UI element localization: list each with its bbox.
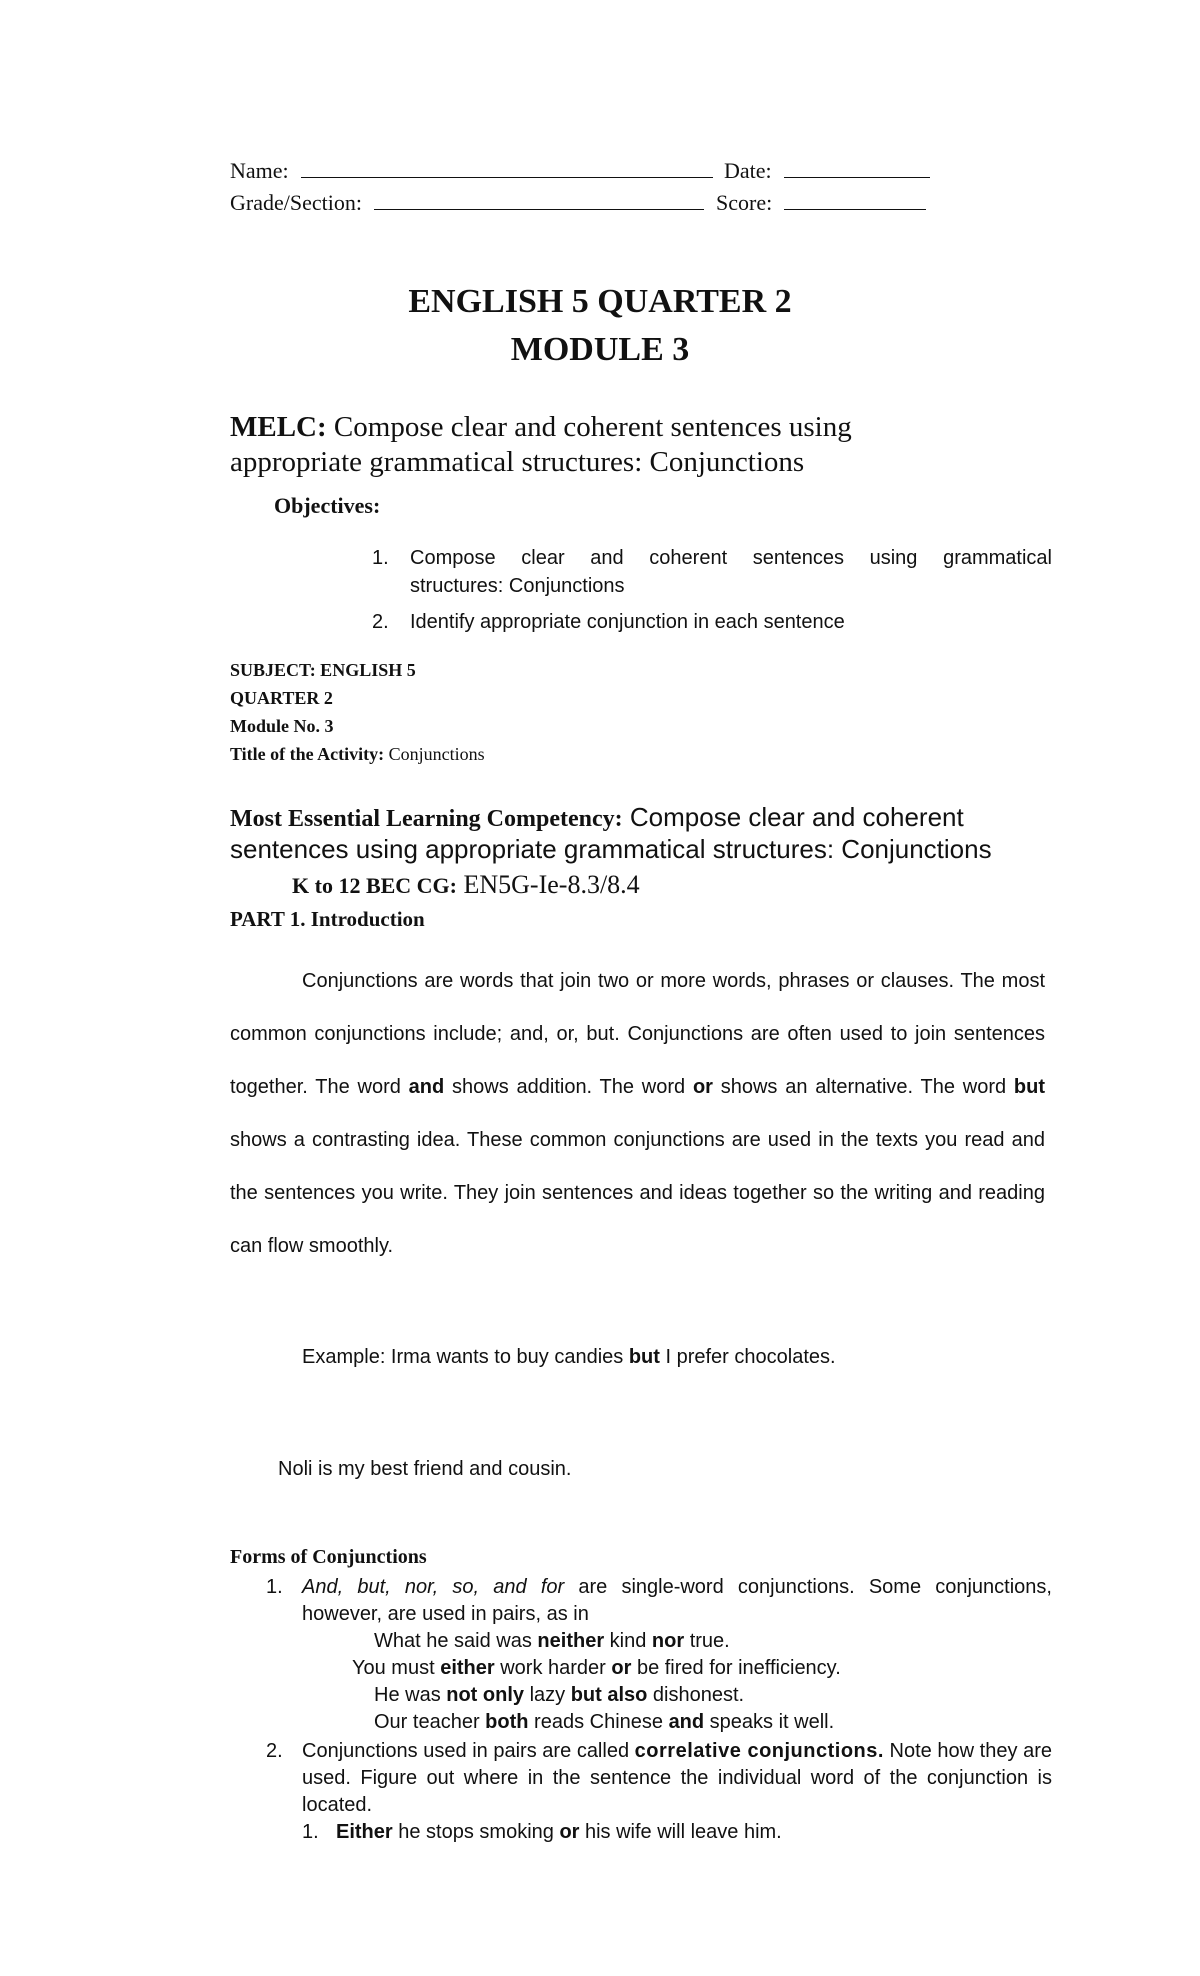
module-line: Module No. 3 — [230, 716, 334, 736]
competency-text-line1: Compose clear and coherent — [629, 802, 964, 832]
melc-label: MELC: — [230, 411, 327, 443]
activity-title-label: Title of the Activity: — [230, 744, 385, 764]
example-sentence-2: Noli is my best friend and cousin. — [278, 1458, 572, 1480]
objective-number: 1. — [372, 547, 389, 569]
pair-example-4: Our teacher both reads Chinese and speaks it well. — [374, 1711, 835, 1733]
intro-text: Conjunctions are words that join two or more words, phrases or clauses. The most common conjunctions include; and, or, but. Conjunctions are often used to join sentences together. The word — [230, 970, 1045, 1098]
forms-item2-text — [302, 1738, 1052, 1819]
intro-keyword-but: but — [1013, 1076, 1046, 1098]
subject-line: SUBJECT: ENGLISH 5 — [230, 660, 416, 680]
competency-label: Most Essential Learning Competency: — [230, 806, 623, 832]
forms-text: Note how they are used. Figure out where in the sentence the individual word of the conjunction is located. — [302, 1740, 1052, 1816]
objective-number: 2. — [372, 611, 389, 633]
forms-item-number: 2. — [266, 1740, 283, 1762]
page-title: ENGLISH 5 QUARTER 2 — [408, 283, 792, 320]
pair-example-1: What he said was neither kind nor true. — [374, 1630, 730, 1652]
example-keyword: but — [628, 1346, 660, 1368]
pair-example-3: He was not only lazy but also dishonest. — [374, 1684, 745, 1706]
conjunction-list: And, but, nor, so, and for — [302, 1576, 565, 1598]
forms-item1-line2: however, are used in pairs, as in — [302, 1603, 589, 1625]
intro-text: shows a contrasting idea. These common conjunctions are used in the texts you read and the sentences you write. They join sentences and ideas together so the writing and reading can flow smoothly. — [230, 1129, 1045, 1257]
pair-example-2: You must either work harder or be fired for inefficiency. — [352, 1657, 841, 1679]
score-label: Score: — [716, 190, 773, 215]
example-text: Example: Irma wants to buy candies — [302, 1346, 629, 1368]
intro-keyword-and: and — [408, 1076, 445, 1098]
intro-text: shows addition. The word — [444, 1076, 693, 1098]
quarter-line: QUARTER 2 — [230, 688, 333, 708]
part1-heading: PART 1. Introduction — [230, 907, 425, 931]
curriculum-code-value: EN5G-Ie-8.3/8.4 — [463, 870, 640, 899]
forms-text: Conjunctions used in pairs are called — [302, 1740, 635, 1762]
intro-keyword-or: or — [692, 1076, 713, 1098]
forms-text: are single-word conjunctions. Some conjunctions, — [564, 1576, 1052, 1598]
melc-text-line1: Compose clear and coherent sentences using — [333, 411, 852, 443]
competency-text-line2: sentences using appropriate grammatical structures: Conjunctions — [230, 834, 992, 864]
objectives-heading: Objectives: — [274, 493, 381, 518]
forms-item-number: 1. — [266, 1576, 283, 1598]
forms-item1-line1 — [302, 1574, 1052, 1601]
objective-text: Identify appropriate conjunction in each sentence — [410, 611, 845, 633]
forms-heading: Forms of Conjunctions — [230, 1546, 427, 1568]
curriculum-code-label: K to 12 BEC CG: — [292, 873, 457, 898]
correlative-term: correlative conjunctions. — [634, 1740, 884, 1762]
intro-text: shows an alternative. The word — [712, 1076, 1014, 1098]
sub-item-number: 1. — [302, 1821, 319, 1843]
activity-title-value: Conjunctions — [388, 744, 485, 764]
example-text: I prefer chocolates. — [659, 1346, 836, 1368]
grade-section-label: Grade/Section: — [230, 190, 362, 215]
sub-item-1: Either he stops smoking or his wife will leave him. — [336, 1821, 782, 1843]
melc-text-line2: appropriate grammatical structures: Conjunctions — [230, 446, 805, 478]
objective-text-line2: structures: Conjunctions — [410, 575, 625, 597]
name-label: Name: — [230, 158, 289, 183]
objective-text-line1: Compose clear and coherent sentences using grammatical — [410, 547, 1052, 569]
date-label: Date: — [724, 158, 772, 183]
module-title: MODULE 3 — [510, 331, 690, 368]
